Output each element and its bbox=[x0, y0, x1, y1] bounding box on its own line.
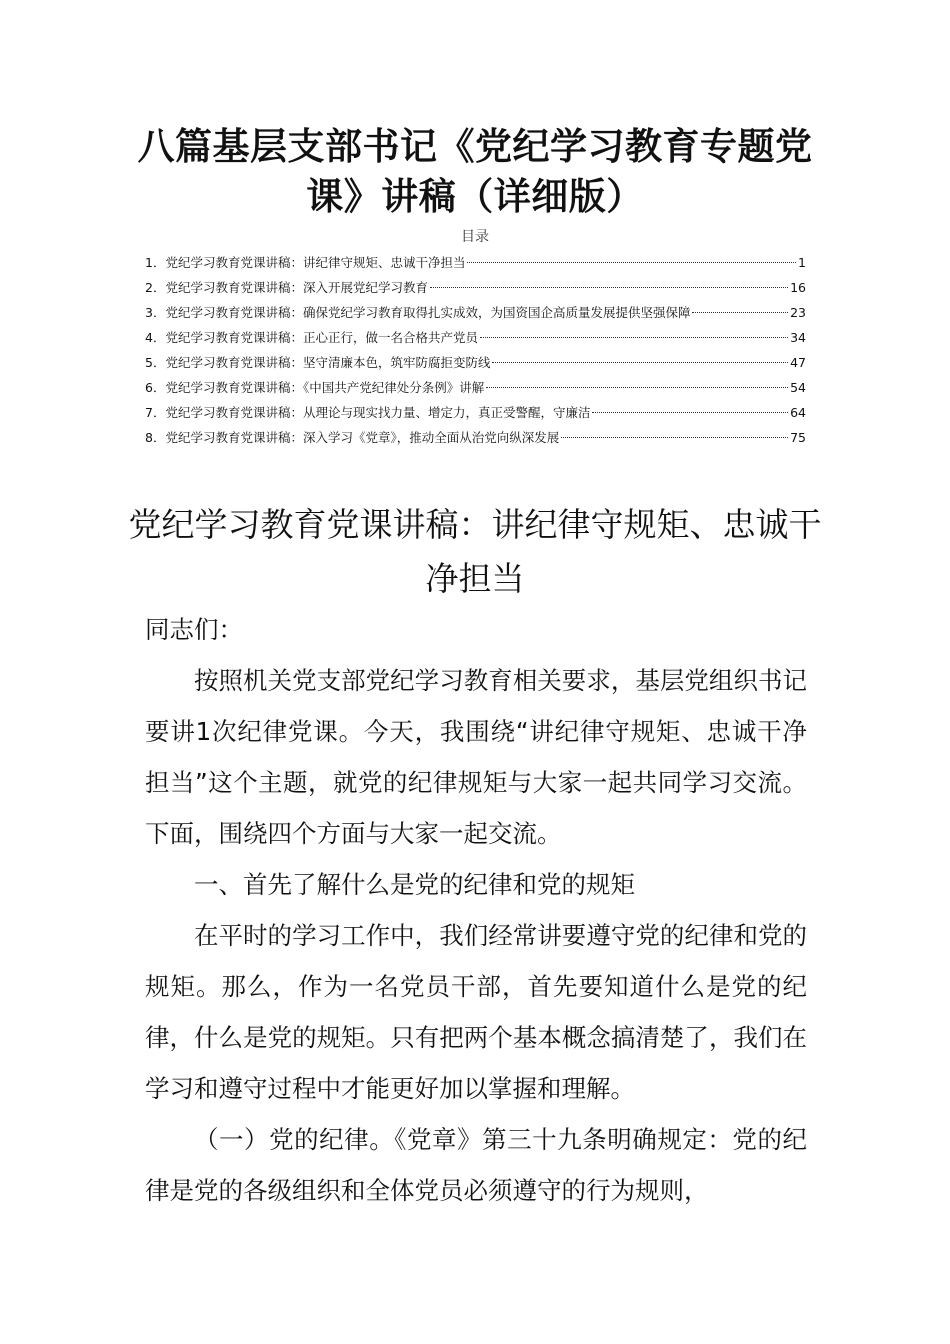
paragraph: （一）党的纪律。《党章》第三十九条明确规定：党的纪律是党的各级组织和全体党员必须遵守的行为规则， bbox=[145, 1125, 807, 1205]
table-of-contents bbox=[145, 250, 806, 450]
toc-leader-dots bbox=[692, 312, 788, 313]
toc-item[interactable] bbox=[145, 325, 806, 350]
toc-item[interactable] bbox=[145, 350, 806, 375]
toc-item-page: 34 bbox=[790, 330, 806, 345]
toc-item[interactable] bbox=[145, 275, 806, 300]
toc-leader-dots bbox=[561, 437, 788, 438]
toc-leader-dots bbox=[480, 337, 788, 338]
section-heading: 一、首先了解什么是党的纪律和党的规矩 bbox=[194, 870, 635, 899]
paragraph: 按照机关党支部党纪学习教育相关要求，基层党组织书记要讲1次纪律党课。今天，我围绕“讲纪律守规矩、忠诚干净担当”这个主题，就党的纪律规矩与大家一起共同学习交流。下面，围绕四个方面与大家一起交流。 bbox=[145, 666, 807, 848]
toc-item[interactable] bbox=[145, 400, 806, 425]
toc-heading: 目录 bbox=[461, 229, 489, 245]
toc-item[interactable] bbox=[145, 300, 806, 325]
greeting: 同志们： bbox=[145, 615, 243, 644]
document-title: 八篇基层支部书记《党纪学习教育专题党课》讲稿（详细版） bbox=[137, 125, 813, 218]
toc-item[interactable] bbox=[145, 375, 806, 400]
toc-leader-dots bbox=[486, 387, 788, 388]
article-title: 党纪学习教育党课讲稿：讲纪律守规矩、忠诚干净担当 bbox=[128, 505, 822, 598]
toc-item-page: 23 bbox=[790, 305, 806, 320]
toc-leader-dots bbox=[592, 412, 788, 413]
toc-item-label: 8．党纪学习教育党课讲稿：深入学习《党章》，推动全面从治党向纵深发展 bbox=[145, 430, 560, 445]
toc-item-page: 1 bbox=[798, 255, 806, 270]
toc-item-label: 6．党纪学习教育党课讲稿：《中国共产党纪律处分条例》讲解 bbox=[145, 380, 485, 395]
toc-item[interactable] bbox=[145, 250, 806, 275]
toc-item-page: 16 bbox=[790, 280, 806, 295]
toc-item-label: 3．党纪学习教育党课讲稿：确保党纪学习教育取得扎实成效，为国资国企高质量发展提供坚强保障 bbox=[145, 305, 691, 320]
toc-item-label: 7．党纪学习教育党课讲稿：从理论与现实找力量、增定力，真正受警醒，守廉洁 bbox=[145, 405, 591, 420]
toc-leader-dots bbox=[467, 262, 796, 263]
toc-leader-dots bbox=[492, 362, 788, 363]
toc-item-label: 2．党纪学习教育党课讲稿：深入开展党纪学习教育 bbox=[145, 280, 428, 295]
toc-item-page: 47 bbox=[790, 355, 806, 370]
toc-item-page: 64 bbox=[790, 405, 806, 420]
article-body bbox=[145, 604, 807, 1216]
toc-item-label: 1．党纪学习教育党课讲稿：讲纪律守规矩、忠诚干净担当 bbox=[145, 255, 466, 270]
toc-item-page: 54 bbox=[790, 380, 806, 395]
paragraph: 在平时的学习工作中，我们经常讲要遵守党的纪律和党的规矩。那么，作为一名党员干部，首先要知道什么是党的纪律，什么是党的规矩。只有把两个基本概念搞清楚了，我们在学习和遵守过程中才能更好加以掌握和理解。 bbox=[145, 921, 807, 1103]
toc-item-label: 4．党纪学习教育党课讲稿：正心正行，做一名合格共产党员 bbox=[145, 330, 478, 345]
toc-item-label: 5．党纪学习教育党课讲稿：坚守清廉本色，筑牢防腐拒变防线 bbox=[145, 355, 491, 370]
toc-item-page: 75 bbox=[790, 430, 806, 445]
toc-leader-dots bbox=[430, 287, 788, 288]
toc-item[interactable] bbox=[145, 425, 806, 450]
